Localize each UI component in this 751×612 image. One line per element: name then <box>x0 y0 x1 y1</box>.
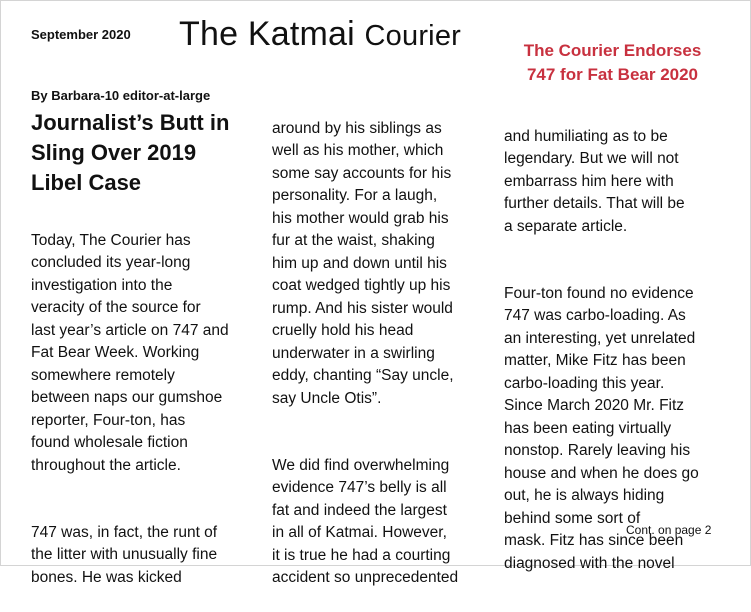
column-2-paragraph-2: We did find overwhelming evidence 747’s belly is all fat and indeed the largest in all of Katmai. However, it is true he had a courting accident so unprecedented <box>272 456 459 586</box>
headline-line-2: Sling Over 2019 <box>31 140 197 165</box>
masthead <box>179 15 461 54</box>
column-1-paragraph-1: Today, The Courier has concluded its year-long investigation into the veracity of the source for last year’s article on 747 and Fat Bear Week. Working somewhere remotely between naps our gumshoe reporter, Four-ton, has found wholesale fiction throughout the article. <box>31 231 229 474</box>
endorsement-line-1: The Courier Endorses <box>523 41 702 60</box>
article-column-2 <box>272 95 502 612</box>
column-2-paragraph-1: around by his siblings as well as his mother, which some say accounts for his personality. For a laugh, his mother would grab his fur at the waist, shaking him up and down until his coat wedged tightly up his rump. And his sister would cruelly hold his head underwater in a swirling eddy, chanting “Say uncle, say Uncle Otis”. <box>272 119 454 407</box>
masthead-title: The Katmai <box>179 15 355 53</box>
column-3-paragraph-2: Four-ton found no evidence 747 was carbo-loading. As an interesting, yet unrelated matter, Mike Fitz has been carbo-loading this year. Since March 2020 Mr. Fitz has been eating virtually nonstop. Rarely leaving his house and when he does go out, he is always hiding behind some sort of mask. Fitz has since been diagnosed with the novel <box>504 284 699 572</box>
column-1-paragraph-2: 747 was, in fact, the runt of the litter with unusually fine bones. He was kicked <box>31 523 218 586</box>
headline-line-1: Journalist’s Butt in <box>31 110 230 135</box>
issue-date: September 2020 <box>31 27 131 42</box>
masthead-title-courier: Courier <box>364 20 462 52</box>
byline: By Barbara-10 editor-at-large <box>31 88 211 103</box>
headline-line-3: Libel Case <box>31 170 142 195</box>
article-headline <box>31 108 251 198</box>
column-3-paragraph-1: and humiliating as to be legendary. But we will not embarrass him here with further details. That will be a separate article. <box>504 127 685 235</box>
article-column-1 <box>31 207 263 612</box>
endorsement-headline <box>510 39 715 87</box>
continued-note: Cont. on page 2 <box>626 523 712 537</box>
endorsement-line-2: 747 for Fat Bear 2020 <box>526 65 699 84</box>
